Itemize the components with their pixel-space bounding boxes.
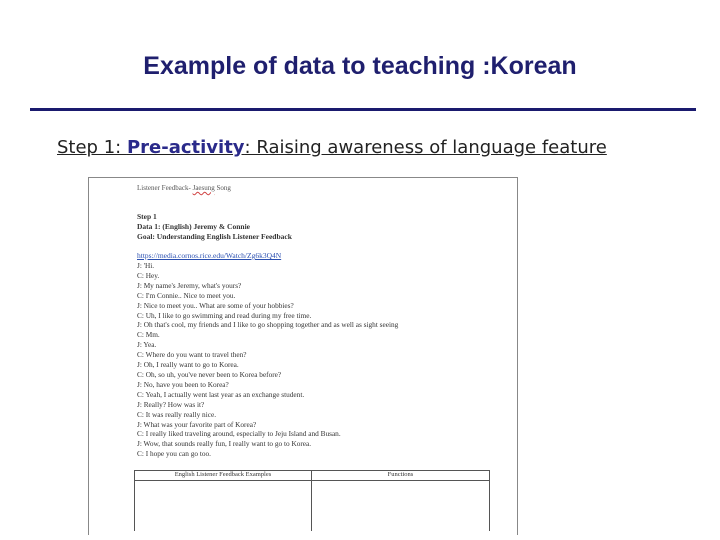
feedback-table — [134, 470, 490, 531]
dialogue-line: C: I hope you can go too. — [137, 449, 211, 459]
dialogue-line: C: It was really really nice. — [137, 409, 217, 419]
dialogue-line: C: Mm. — [137, 330, 160, 340]
document-step-label: Step 1 — [137, 212, 157, 221]
dialogue-line: J: Nice to meet you.. What are some of your hobbies? — [137, 300, 294, 310]
document-screenshot — [88, 177, 518, 535]
document-step-block — [137, 212, 292, 242]
dialogue-line: J: Really? How was it? — [137, 399, 205, 409]
dialogue-line: J: Oh, I really want to go to Korea. — [137, 360, 239, 370]
feedback-table-col2: Functions — [387, 471, 414, 478]
dialogue-line: J: Yea. — [137, 340, 157, 350]
dialogue-line: J: 'Hi. — [137, 261, 155, 270]
dialogue-line: C: I really liked traveling around, especially to Jeju Island and Busan. — [137, 429, 341, 439]
video-link[interactable]: https://media.cornos.rice.edu/Watch/Zg6k3Q4N — [137, 251, 282, 260]
step-prefix: Step 1: — [57, 137, 127, 158]
dialogue-line: C: Where do you want to travel then? — [137, 350, 247, 360]
title-divider — [30, 108, 696, 111]
feedback-table-header — [135, 471, 489, 481]
document-goal-label: Goal: Understanding English Listener Feedback — [137, 232, 292, 241]
feedback-table-divider — [311, 480, 312, 531]
dialogue-line: J: Wow, that sounds really fun, I really want to go to Korea. — [137, 439, 312, 449]
dialogue-line: C: I'm Connie.. Nice to meet you. — [137, 290, 236, 300]
dialogue-line: J: What was your favorite part of Korea? — [137, 419, 257, 429]
document-data-label: Data 1: (English) Jeremy & Connie — [137, 222, 250, 231]
dialogue-line: C: Oh, so uh, you've never been to Korea before? — [137, 369, 282, 379]
dialogue-line: C: Hey. — [137, 270, 160, 280]
dialogue-line: C: Yeah, I actually went last year as an exchange student. — [137, 389, 305, 399]
step-heading — [57, 137, 607, 158]
dialogue-line: C: Uh, I like to go swimming and read during my free time. — [137, 310, 312, 320]
dialogue-transcript — [137, 261, 398, 459]
step-rest: : Raising awareness of language feature — [244, 137, 607, 158]
dialogue-line: J: My name's Jeremy, what's yours? — [137, 280, 242, 290]
header-suffix: Song — [214, 184, 231, 192]
step-highlight: Pre-activity — [126, 137, 245, 158]
header-prefix: Listener Feedback- — [137, 184, 193, 192]
dialogue-line: J: No, have you been to Korea? — [137, 379, 229, 389]
header-name: Jaesung — [192, 184, 215, 192]
feedback-table-col1: English Listener Feedback Examples — [135, 471, 312, 480]
document-header — [137, 184, 231, 192]
slide-title: Example of data to teaching :Korean — [143, 52, 577, 80]
dialogue-line: J: Oh that's cool, my friends and I like to go shopping together and as well as sight seeing — [137, 320, 399, 330]
